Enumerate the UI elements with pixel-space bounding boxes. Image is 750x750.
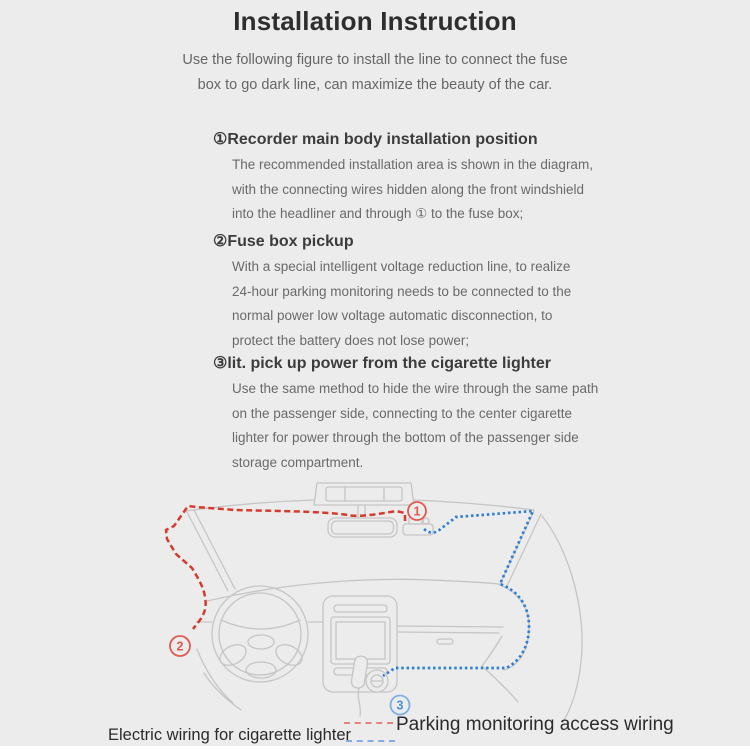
dashboard	[196, 579, 529, 710]
svg-text:2: 2	[176, 639, 184, 654]
section-body: With a special intelligent voltage reduction line, to realize 24-hour parking monitoring needs to be connected to the normal power low voltage automatic disconnection, to protect the battery does not lose power;	[232, 259, 572, 348]
section-cigarette-lighter	[213, 354, 613, 475]
legend-cigarette-label: Electric wiring for cigarette lighter	[108, 726, 352, 744]
rearview-mirror	[328, 506, 397, 537]
section-body: Use the same method to hide the wire through the same path on the passenger side, connecting to the center cigarette lighter for power through the bottom of the passenger side storage compartment.	[232, 381, 599, 470]
legend-blue-dash-sample	[346, 740, 395, 742]
section-heading: ②Fuse box pickup	[213, 233, 354, 250]
intro-text: Use the following figure to install the line to connect the fuse box to go dark line, can maximize the beauty of the car.	[182, 52, 568, 93]
section-heading: ①Recorder main body installation position	[213, 131, 538, 148]
section-heading: ③lit. pick up power from the cigarette lighter	[213, 355, 551, 372]
legend-parking-label: Parking monitoring access wiring	[396, 714, 674, 735]
marker-1	[408, 502, 426, 520]
section-fuse-box-pickup	[213, 232, 613, 353]
bottom-white-strip	[0, 746, 750, 750]
svg-text:3: 3	[396, 698, 404, 713]
car-outline	[186, 483, 582, 722]
glovebox-handle	[437, 639, 453, 644]
section-body: The recommended installation area is shown in the diagram, with the connecting wires hidden along the front windshield into the headliner and through ① to the fuse box;	[232, 157, 593, 221]
overhead-console	[314, 483, 414, 505]
blue-wire-path	[383, 511, 533, 676]
marker-2	[170, 636, 190, 656]
car-interior-diagram	[0, 478, 750, 728]
marker-3	[391, 696, 410, 715]
section-recorder-position	[213, 130, 613, 227]
legend-red-dash-sample	[344, 722, 393, 724]
svg-text:1: 1	[413, 504, 421, 519]
page-title: Installation Instruction	[233, 6, 517, 36]
steering-wheel	[212, 586, 308, 682]
